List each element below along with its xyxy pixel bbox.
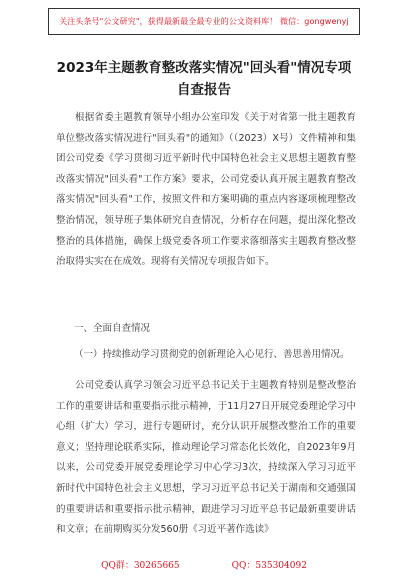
body-paragraph: 公司党委认真学习领会习近平总书记关于主题教育特别是整改整治工作的重要讲话和重要指示批示精神，于11月27日开展党委理论学习中心组（扩大）学习，进行专题研讨，充分认识开展整改整治工作的重要意义；坚持理论联系实际，推动理论学习常态化长效化，自2023年9月以来，公司党委开展党委理论学习中心学习3次，持续深入学习习近平新时代中国特色社会主义思想，学习习近平总书记关于湖南和交通强国的重要讲话和重要指示批示精神，跟进学习习近平总书记最新重要讲话和文章；在前期购买分发560册《习近平著作选读》 (56, 380, 356, 536)
document-title-line1: 2023年主题教育整改落实情况"回头看"情况专项 (56, 60, 352, 76)
footer-contact (0, 558, 408, 571)
intro-paragraph: 根据省委主题教育领导小组办公室印发《关于对省第一批主题教育单位整改落实情况进行"回头看"的通知》（（2023）X号）文件精神和集团公司党委《学习贯彻习近平新时代中国特色社会主义思想主题教育整改落实情况"回头看"工作方案》要求，公司党委认真开展主题教育整改落实情况"回头看"工作，按照文件和方案明确的重点内容逐项梳理整改整治情况，领导班子集体研究自查情况，分析存在问题，提出深化整改整治的具体措施，确保上级党委各项工作要求落细落实主题教育整改整治取得实实在在成效。现将有关情况专项报告如下。 (56, 112, 356, 268)
document-title-line2: 自查报告 (177, 82, 231, 98)
promo-banner (48, 8, 360, 35)
footer-qq: QQ：535304092 (231, 561, 307, 571)
section-heading: 一、全面自查情况 (74, 323, 151, 334)
footer-qq-group: QQ群：30265665 (101, 561, 180, 571)
promo-banner-text: 关注头条号"公文研究"，获得最新最全最专业的公文资料库！ 微信：gongwenyj (59, 17, 349, 26)
subsection-heading: （一）持续推动学习贯彻党的创新理论入心见行、善思善用情况。 (74, 349, 350, 360)
